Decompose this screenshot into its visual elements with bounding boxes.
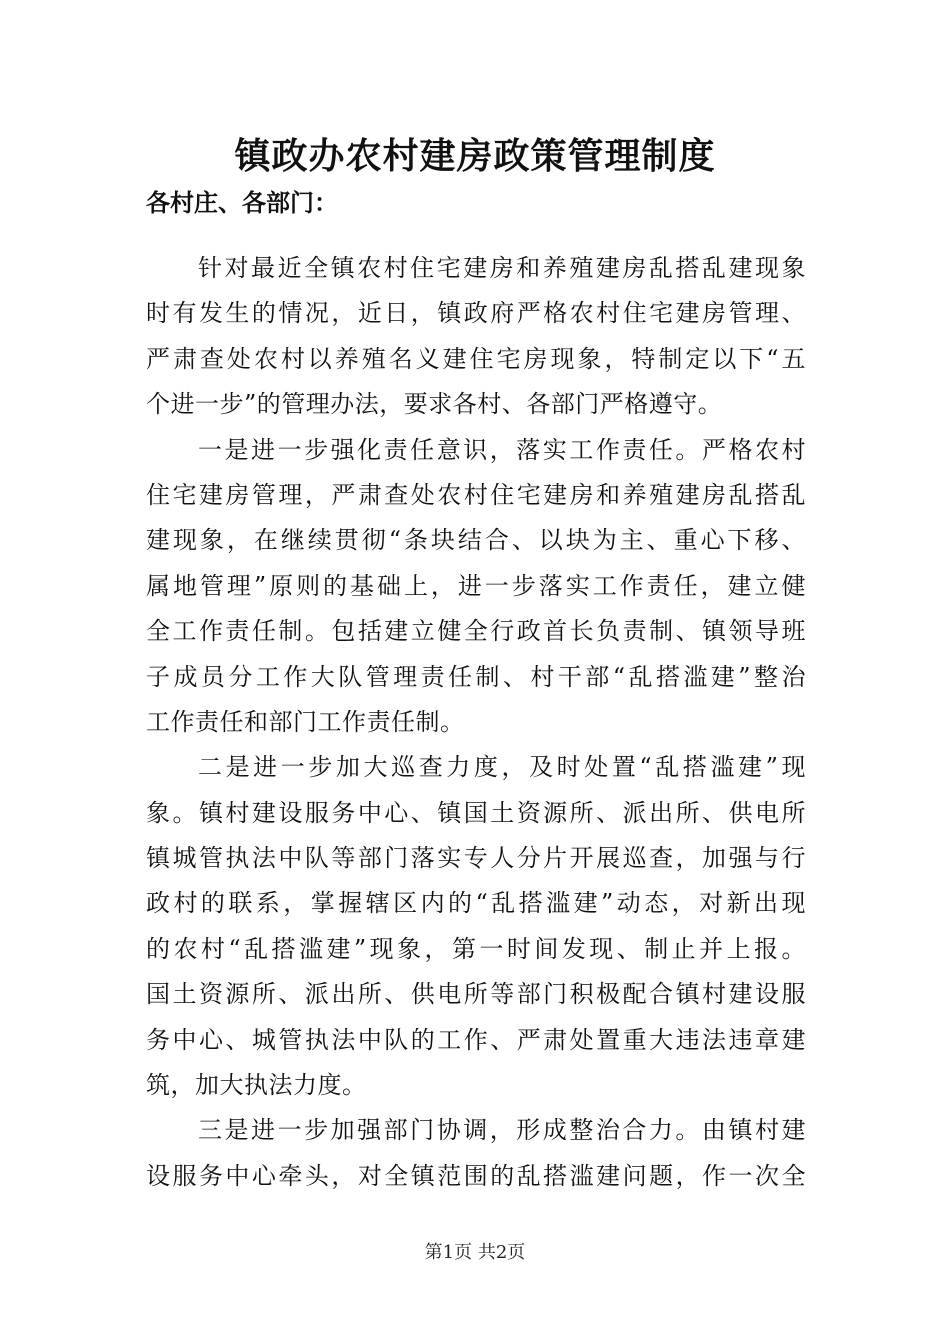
body-line: 的农村“乱搭滥建”现象，第一时间发现、制止并上报。 [146,934,806,963]
body-line: 一是进一步强化责任意识，落实工作责任。严格农村 [198,435,806,464]
body-line: 三是进一步加强部门协调，形成整治合力。由镇村建 [198,1116,806,1145]
body-line: 严肃查处农村以养殖名义建住宅房现象，特制定以下“五 [146,344,806,373]
body-line: 全工作责任制。包括建立健全行政首长负责制、镇领导班 [146,617,806,646]
body-line: 二是进一步加大巡查力度，及时处置“乱搭滥建”现 [198,753,806,782]
body-line: 属地管理”原则的基础上，进一步落实工作责任，建立健 [146,571,806,600]
body-line: 务中心、城管执法中队的工作、严肃处置重大违法违章建 [146,1025,806,1054]
body-line: 子成员分工作大队管理责任制、村干部“乱搭滥建”整治 [146,662,806,691]
body-line: 政村的联系，掌握辖区内的“乱搭滥建”动态，对新出现 [146,889,806,918]
document-body [146,246,806,1199]
body-line: 个进一步”的管理办法，要求各村、各部门严格遵守。 [146,390,723,419]
salutation: 各村庄、各部门： [146,188,338,217]
body-line: 镇城管执法中队等部门落实专人分片开展巡查，加强与行 [146,844,806,873]
page-number-footer: 第1页 共2页 [424,1242,526,1263]
body-line: 筑，加大执法力度。 [146,1071,367,1100]
body-line: 设服务中心牵头，对全镇范围的乱搭滥建问题，作一次全 [146,1161,806,1190]
body-line: 针对最近全镇农村住宅建房和养殖建房乱搭乱建现象 [198,254,806,282]
body-line: 住宅建房管理，严肃查处农村住宅建房和养殖建房乱搭乱 [146,480,806,509]
document-title: 镇政办农村建房政策管理制度 [234,135,716,177]
body-line: 国土资源所、派出所、供电所等部门积极配合镇村建设服 [146,980,806,1009]
body-line: 工作责任和部门工作责任制。 [146,707,465,736]
body-line: 建现象，在继续贯彻“条块结合、以块为主、重心下移、 [146,526,806,555]
body-line: 象。镇村建设服务中心、镇国土资源所、派出所、供电所 [146,798,806,827]
body-line: 时有发生的情况，近日，镇政府严格农村住宅建房管理、 [146,299,806,328]
